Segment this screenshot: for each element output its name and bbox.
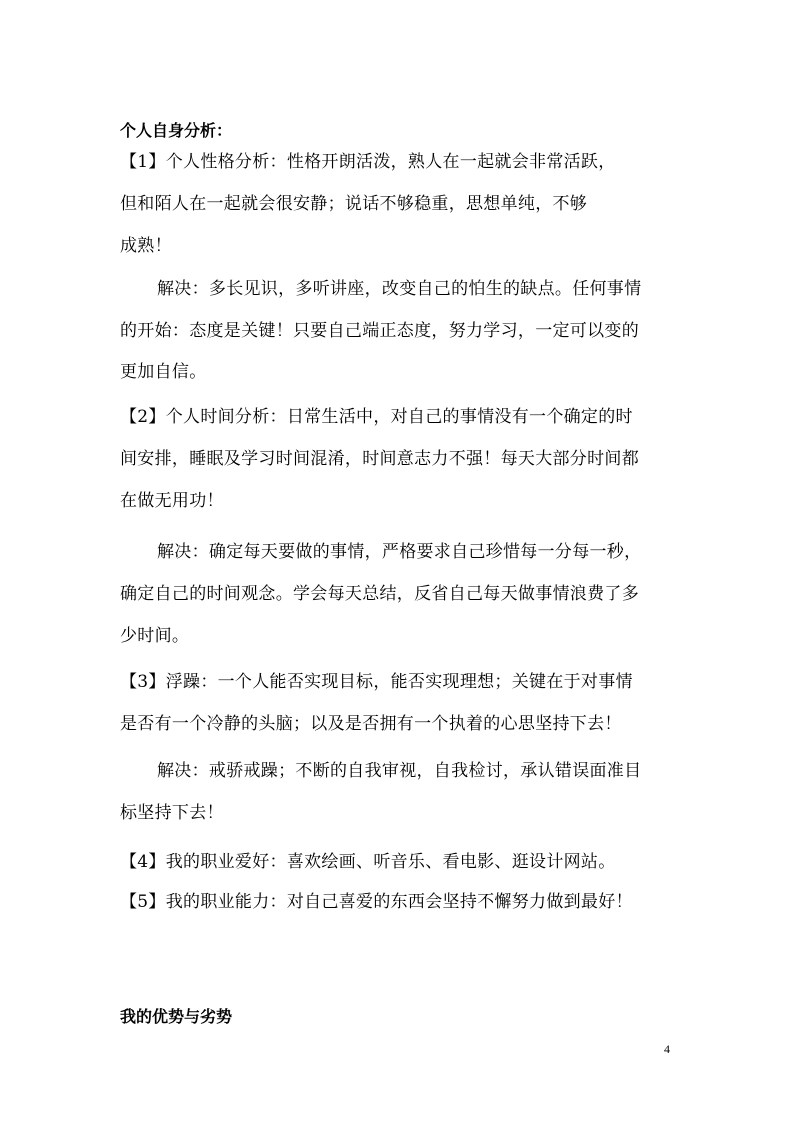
item2-solution-line1: 解决：确定每天要做的事情，严格要求自己珍惜每一分每一秒， [157,542,642,562]
item2-line2: 间安排，睡眠及学习时间混淆，时间意志力不强！每天大部分时间都 [120,449,639,469]
item4-line: 【4】我的职业爱好：喜欢绘画、听音乐、看电影、逛设计网站。 [120,852,616,872]
item1-solution-line3: 更加自信。 [120,362,207,382]
item1-solution-line2: 的开始：态度是关键！只要自己端正态度，努力学习，一定可以变的 [120,321,639,341]
item1-solution-line1: 解决：多长见识，多听讲座，改变自己的怕生的缺点。任何事情 [157,279,642,299]
section-heading-self-analysis: 个人自身分析： [120,121,233,140]
item2-solution-line2: 确定自己的时间观念。学会每天总结，反省自己每天做事情浪费了多 [120,584,639,604]
section-heading-strengths-weaknesses: 我的优势与劣势 [120,1007,233,1026]
item5-line: 【5】我的职业能力：对自己喜爱的东西会坚持不懈努力做到最好！ [120,892,633,912]
item2-line3: 在做无用功！ [120,491,224,511]
page-number: 4 [664,1042,670,1056]
item3-line2: 是否有一个冷静的头脑；以及是否拥有一个执着的心思坚持下去！ [120,714,622,734]
item2-line1: 【2】个人时间分析：日常生活中，对自己的事情没有一个确定的时 [120,407,633,427]
item3-solution-line1: 解决：戒骄戒躁；不断的自我审视，自我检讨，承认错误面准目 [157,761,642,781]
item1-line3: 成熟！ [120,236,172,256]
item1-line2: 但和陌人在一起就会很安静；说话不够稳重，思想单纯，不够 [120,194,588,214]
item2-solution-line3: 少时间。 [120,626,190,646]
item1-line1: 【1】个人性格分析：性格开朗活泼，熟人在一起就会非常活跃， [120,152,616,172]
item3-line1: 【3】浮躁：一个人能否实现目标，能否实现理想；关键在于对事情 [120,672,633,692]
item3-solution-line2: 标坚持下去！ [120,803,224,823]
